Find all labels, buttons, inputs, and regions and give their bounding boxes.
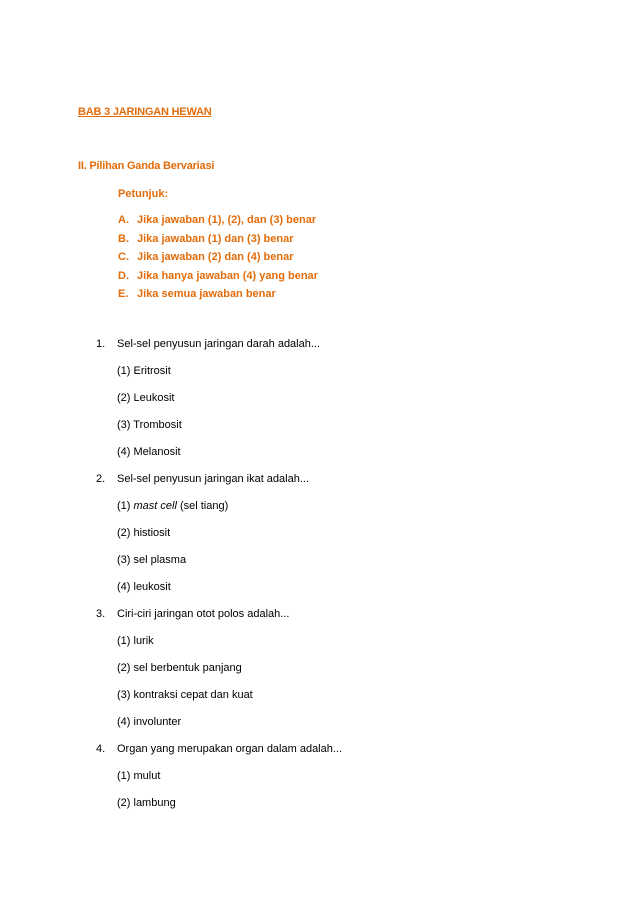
answer-key-item	[118, 288, 318, 307]
question-text: Sel-sel penyusun jaringan ikat adalah...	[117, 473, 310, 485]
answer-key-letter: C.	[118, 251, 129, 263]
question-choice: (2) Leukosit	[117, 392, 175, 404]
question-3	[96, 608, 342, 743]
question-text: Ciri-ciri jaringan otot polos adalah...	[117, 608, 290, 620]
question-choice: (4) Melanosit	[117, 446, 181, 458]
instructions-label: Petunjuk:	[118, 188, 169, 200]
question-choice: (1) Eritrosit	[117, 365, 171, 377]
answer-key-letter: B.	[118, 232, 129, 245]
question-choice: (1) lurik	[117, 635, 154, 647]
section-heading: II. Pilihan Ganda Bervariasi	[78, 160, 215, 172]
question-number: 1.	[96, 338, 106, 350]
question-choice: (1) mulut	[117, 770, 161, 782]
choice-prefix: (1)	[117, 500, 134, 512]
answer-key-list	[118, 214, 318, 307]
answer-key-text: Jika semua jawaban benar	[137, 288, 276, 300]
question-choice: (3) kontraksi cepat dan kuat	[117, 689, 253, 701]
question-choice: (2) lambung	[117, 797, 176, 809]
question-2	[96, 473, 342, 608]
question-choice: (4) involunter	[117, 716, 182, 728]
question-stem	[96, 338, 342, 365]
answer-key-text: Jika jawaban (1) dan (3) benar	[137, 232, 294, 245]
question-stem	[96, 608, 342, 635]
question-choice	[96, 500, 342, 527]
question-list	[96, 338, 342, 824]
question-stem	[96, 473, 342, 500]
question-1	[96, 338, 342, 473]
question-4	[96, 743, 342, 824]
question-number: 3.	[96, 608, 106, 620]
question-choice: (2) sel berbentuk panjang	[117, 662, 242, 674]
question-text: Sel-sel penyusun jaringan darah adalah...	[117, 338, 321, 350]
answer-key-text: Jika hanya jawaban (4) yang benar	[137, 269, 318, 282]
answer-key-item	[118, 270, 318, 289]
answer-key-item	[118, 251, 318, 270]
choice-suffix: (sel tiang)	[176, 500, 229, 512]
question-text: Organ yang merupakan organ dalam adalah...	[117, 743, 343, 755]
choice-italic-term: mast cell	[133, 500, 177, 512]
question-choice: (2) histiosit	[117, 527, 171, 539]
answer-key-letter: D.	[118, 269, 129, 282]
answer-key-text: Jika jawaban (2) dan (4) benar	[137, 251, 294, 263]
question-choice: (3) sel plasma	[117, 554, 187, 566]
answer-key-letter: E.	[118, 288, 129, 300]
answer-key-text: Jika jawaban (1), (2), dan (3) benar	[137, 214, 317, 226]
answer-key-item	[118, 233, 318, 252]
question-choice: (3) Trombosit	[117, 419, 182, 431]
question-choice: (4) leukosit	[117, 581, 171, 593]
answer-key-letter: A.	[118, 214, 129, 226]
chapter-title: BAB 3 JARINGAN HEWAN	[78, 106, 212, 118]
question-stem	[96, 743, 342, 770]
question-number: 2.	[96, 473, 106, 485]
answer-key-item	[118, 214, 318, 233]
question-number: 4.	[96, 743, 106, 755]
